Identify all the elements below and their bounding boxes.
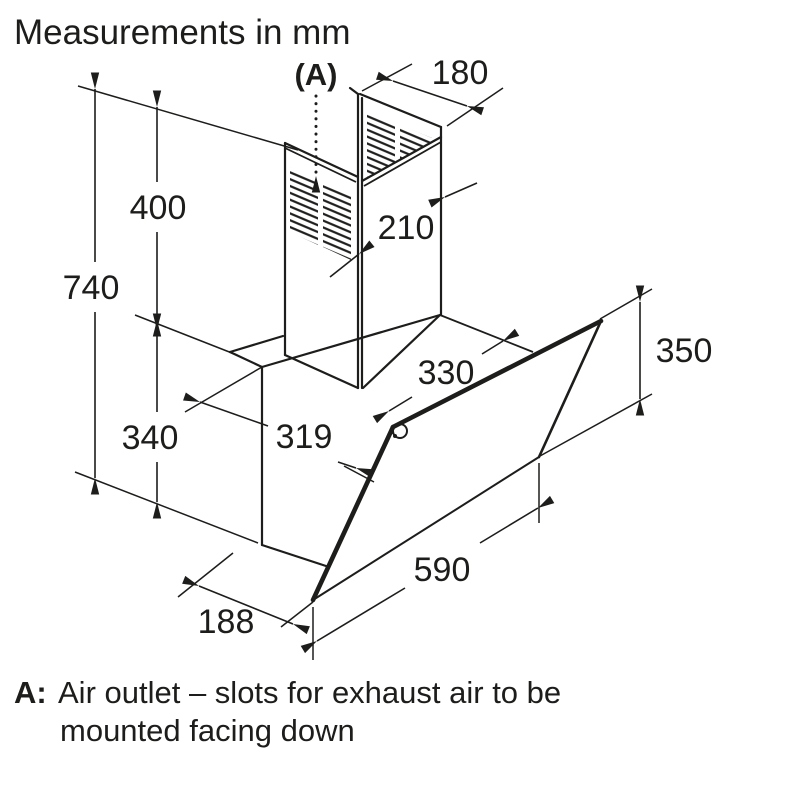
dimension-label-590: 590 [413,551,471,589]
footnote-label: A: [14,675,47,710]
dimension-label-210: 210 [377,209,435,247]
dimension-label-340: 340 [121,419,179,457]
dimension-label-180: 180 [431,54,489,92]
dimension-label-319: 319 [275,418,333,456]
dimension-label-400: 400 [129,189,187,227]
dimension-740 [63,89,120,478]
footnote-line2: mounted facing down [60,713,355,748]
air-outlet-callout [294,57,337,176]
dimension-350 [640,302,712,399]
dimension-210 [330,183,477,277]
callout-a-label: (A) [294,57,338,92]
footnote [14,675,561,748]
footnote-line1: Air outlet – slots for exhaust air to be [58,675,562,710]
dimension-188 [198,586,293,641]
page-title: Measurements in mm [14,13,351,52]
dimension-400 [130,107,187,320]
dimension-label-350: 350 [655,332,713,370]
dimension-label-740: 740 [62,269,120,307]
dimension-label-330: 330 [417,354,475,392]
dimension-extension-lines [75,64,652,660]
dimension-180 [393,54,488,106]
dimension-340 [122,330,179,502]
dimension-319 [200,402,356,468]
dimension-label-188: 188 [197,603,255,641]
